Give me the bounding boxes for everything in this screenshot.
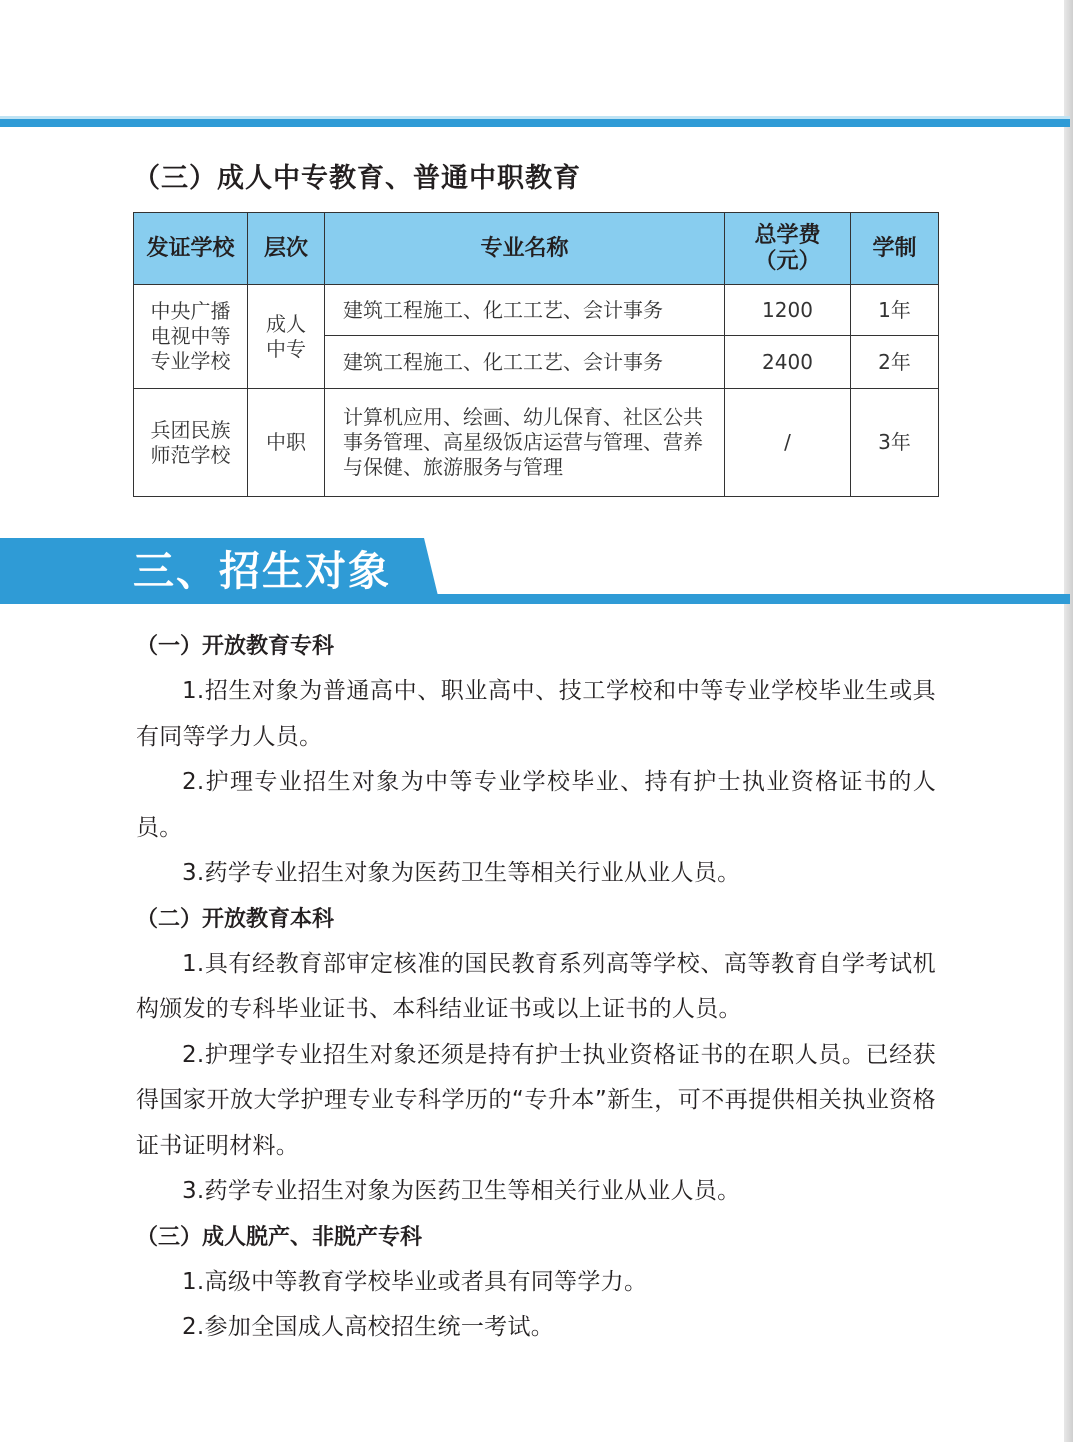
duration-cell: 3年 (851, 389, 939, 497)
duration-cell: 2年 (851, 336, 939, 389)
level-cell: 中职 (248, 389, 325, 497)
fee-cell: 2400 (725, 336, 851, 389)
fee-table (133, 212, 939, 497)
paragraph: 1.具有经教育部审定核准的国民教育系列高等学校、高等教育自学考试机构颁发的专科毕业证书、本科结业证书或以上证书的人员。 (136, 950, 936, 1022)
table-row (134, 389, 939, 497)
majors-cell: 计算机应用、绘画、幼儿保育、社区公共事务管理、高星级饭店运营与管理、营养与保健、旅游服务与管理 (325, 389, 725, 497)
section-heading: （三）成人中专教育、普通中职教育 (133, 163, 581, 194)
school-cell: 中央广播电视中等专业学校 (134, 285, 248, 389)
paragraph: 1.招生对象为普通高中、职业高中、技工学校和中等专业学校毕业生或具有同等学力人员。 (136, 678, 936, 750)
paragraph: 2.护理专业招生对象为中等专业学校毕业、持有护士执业资格证书的人员。 (136, 769, 936, 841)
top-divider (0, 119, 1070, 127)
paragraph: 3.药学专业招生对象为医药卫生等相关行业从业人员。 (182, 1178, 741, 1204)
fee-cell: 1200 (725, 285, 851, 336)
paragraph: 3.药学专业招生对象为医药卫生等相关行业从业人员。 (182, 860, 741, 886)
section-heading: （一）开放教育专科 (136, 634, 335, 659)
paragraph: 2.护理学专业招生对象还须是持有护士执业资格证书的在职人员。已经获得国家开放大学护理专业专科学历的“专升本”新生，可不再提供相关执业资格证书证明材料。 (136, 1041, 936, 1159)
header-school: 发证学校 (134, 213, 248, 285)
section-block (136, 1215, 936, 1351)
table-row (134, 285, 939, 336)
admission-content (136, 624, 936, 1351)
header-duration: 学制 (851, 213, 939, 285)
table-header-row (134, 213, 939, 285)
section-heading: （三）成人脱产、非脱产专科 (136, 1224, 423, 1250)
duration-cell: 1年 (851, 285, 939, 336)
majors-cell: 建筑工程施工、化工工艺、会计事务 (325, 336, 725, 389)
fee-cell: / (725, 389, 851, 497)
level-cell: 成人中专 (248, 285, 325, 389)
paragraph: 1.高级中等教育学校毕业或者具有同等学力。 (182, 1268, 648, 1295)
page-edge (1064, 0, 1073, 1442)
header-fee: 总学费（元） (725, 213, 851, 285)
school-cell: 兵团民族师范学校 (134, 389, 248, 497)
section-block (136, 624, 936, 897)
section-heading: （二）开放教育本科 (136, 906, 335, 932)
header-major: 专业名称 (325, 213, 725, 285)
chapter-title: 三、招生对象 (133, 547, 391, 595)
header-level: 层次 (248, 213, 325, 285)
paragraph: 2.参加全国成人高校招生统一考试。 (182, 1314, 555, 1340)
majors-cell: 建筑工程施工、化工工艺、会计事务 (325, 285, 725, 336)
section-block (136, 897, 936, 1215)
